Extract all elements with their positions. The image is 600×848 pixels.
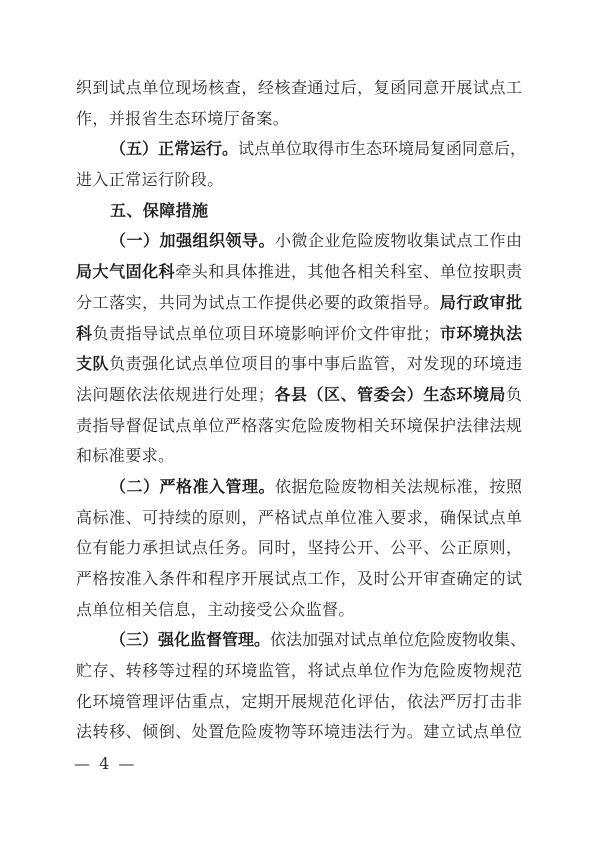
- body-text: 分工落实，共同为试点工作提供必要的政策指导。: [76, 292, 440, 312]
- text-line: [76, 165, 522, 196]
- text-line: [76, 104, 522, 135]
- body-text: 负责指导试点单位项目环境影响评价文件审批；: [92, 323, 440, 343]
- bold-text: （三）强化监督管理。: [110, 630, 271, 650]
- body-text: 责指导督促试点单位严格落实危险废物相关环境保护法律法规: [76, 415, 522, 435]
- bold-text: 局大气固化科: [76, 262, 176, 282]
- text-line: [76, 595, 522, 626]
- body-text: 牵头和具体推进，其他各相关科室、单位按职责: [175, 262, 522, 282]
- document-body: [76, 73, 527, 748]
- bold-text: 市环境执法: [439, 323, 522, 343]
- bold-text: 各县（区、管委会）生态环境局: [273, 384, 506, 404]
- text-line: [76, 319, 522, 350]
- bold-text: 五、保障措施: [110, 200, 209, 220]
- body-text: 进入正常运行阶段。: [76, 170, 224, 190]
- body-text: 化环境管理评估重点，定期开展规范化评估，依法严厉打击非: [76, 691, 522, 711]
- body-text: 和标准要求。: [76, 446, 175, 466]
- text-line: [76, 196, 522, 227]
- body-text: 负责强化试点单位项目的事中事后监管，对发现的环境违: [109, 354, 522, 374]
- text-line: [76, 625, 527, 656]
- text-line: [76, 503, 522, 534]
- text-line: [76, 349, 522, 380]
- text-line: [76, 134, 527, 165]
- body-text: 依法加强对试点单位危险废物收集、: [270, 630, 527, 650]
- text-line: [76, 564, 522, 595]
- body-text: 法转移、倾倒、处置危险废物等环境违法行为。建立试点单位: [76, 722, 522, 742]
- text-line: [76, 380, 522, 411]
- body-text: 织到试点单位现场核查，经核查通过后，复函同意开展试点工: [76, 78, 522, 97]
- body-text: 点单位相关信息，主动接受公众监督。: [76, 599, 355, 619]
- body-text: 作，并报省生态环境厅备案。: [76, 108, 290, 128]
- body-text: 位有能力承担试点任务。同时，坚持公开、公平、公正原则，: [76, 538, 522, 558]
- text-line: [76, 717, 522, 748]
- text-line: [76, 288, 522, 319]
- body-text: 贮存、转移等过程的环境监管，将试点单位作为危险废物规范: [76, 661, 522, 681]
- body-text: 严格按准入条件和程序开展试点工作，及时公开审查确定的试: [76, 569, 522, 588]
- bold-text: （一）加强组织领导。: [110, 231, 275, 251]
- bold-text: （五）正常运行。: [110, 139, 239, 159]
- page-number: — 4 —: [74, 754, 137, 773]
- text-line: [76, 533, 522, 564]
- body-text: 负: [505, 384, 522, 404]
- body-text: 小微企业危险废物收集试点工作由: [275, 231, 522, 251]
- body-text: 依据危险废物相关法规标准，按照: [275, 476, 522, 496]
- text-line: [76, 687, 522, 718]
- text-line: [76, 73, 522, 104]
- text-line: [76, 441, 522, 472]
- text-line: [76, 472, 522, 503]
- text-line: [76, 656, 522, 687]
- text-line: [76, 257, 522, 288]
- text-line: [76, 226, 522, 257]
- bold-text: 支队: [76, 354, 110, 374]
- body-text: 试点单位取得市生态环境局复函同意后，: [238, 139, 527, 159]
- body-text: 高标准、可持续的原则，严格试点单位准入要求，确保试点单: [76, 507, 522, 527]
- bold-text: （二）严格准入管理。: [110, 476, 275, 496]
- body-text: 法问题依法依规进行处理；: [76, 384, 274, 404]
- bold-text: 科: [76, 323, 93, 343]
- text-line: [76, 411, 522, 442]
- bold-text: 局行政审批: [439, 292, 522, 312]
